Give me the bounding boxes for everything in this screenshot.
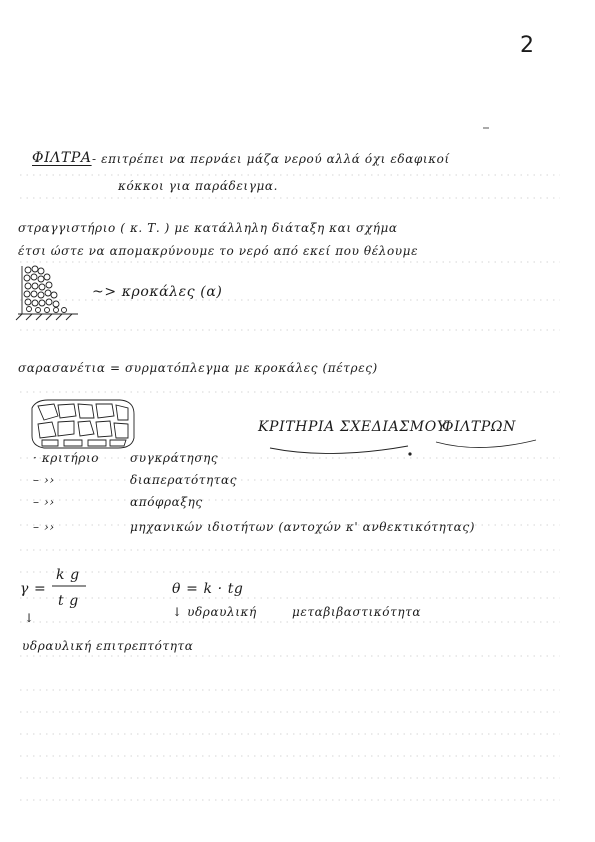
filters-heading: ΦΙΛΤΡΑ [32,150,92,166]
formula-left-caption: υδραυλική επιτρεπτότητα [22,639,194,653]
rocks-label: ~> κροκάλες (α) [92,284,223,300]
criterion-bullet: – ›› [33,520,55,534]
criteria-heading: ΚΡΙΤΗΡΙΑ ΣΧΕΔΙΑΣΜΟΥ [258,419,447,435]
formula-left-arrow: ↓ [24,611,35,625]
dam-line-2: έτσι ώστε να απομακρύνουμε το νερό από εκεί που θέλουμε [18,244,419,258]
rock-pile-sketch [14,262,84,324]
criteria-heading-filters: ΦΙΛΤΡΩΝ [442,419,516,435]
formula-right-caption: μεταβιβαστικότητα [292,605,422,619]
criterion-text: συγκράτησης [130,451,219,465]
dam-line-1: στραγγιστήριο ( κ. Τ. ) με κατάλληλη διάταξη και σχήμα [18,221,398,235]
criterion-bullet: – ›› [33,473,55,487]
formula-left-numerator: k g [56,567,80,583]
formula-left-denominator: t g [58,593,79,609]
criterion-text: απόφραξης [130,495,203,509]
fraction-bar [50,583,90,589]
filters-line-2: κόκκοι για παράδειγμα. [118,179,278,193]
formula-left-lhs: γ = [20,581,47,597]
gabion-sketch [28,396,140,452]
gabions-line: σαρασανέτια = συρματόπλεγμα με κροκάλες (πέτρες) [18,361,378,375]
filters-line-1: - επιτρέπει να περνάει μάζα νερού αλλά όχι εδαφικοί [92,152,450,166]
criterion-text: μηχανικών ιδιοτήτων (αντοχών κ' ανθεκτικότητας) [130,520,475,534]
criterion-bullet: · κριτήριο [33,451,100,465]
page-number: 2 [520,33,535,58]
criteria-heading-underline [250,428,550,468]
formula-right-arrow: ↓ υδραυλική [172,605,257,619]
formula-right: θ = k · tg [172,581,244,597]
criterion-bullet: – ›› [33,495,55,509]
criterion-text: διαπερατότητας [130,473,238,487]
